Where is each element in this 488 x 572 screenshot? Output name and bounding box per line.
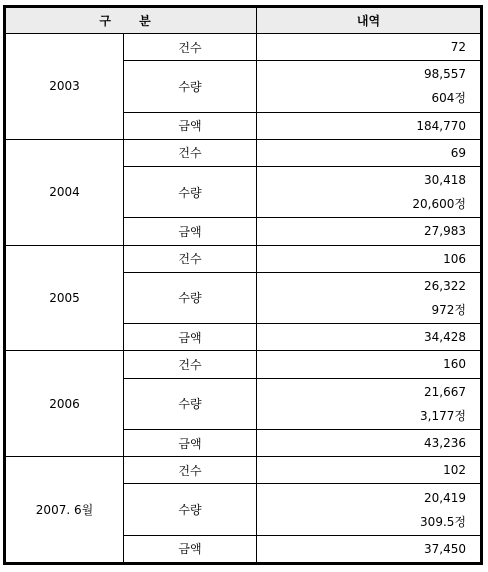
table-row: [6, 457, 481, 484]
label-count: 건수: [124, 139, 257, 166]
value-count: 102: [257, 457, 481, 484]
label-count: 건수: [124, 457, 257, 484]
label-quantity: 수량: [124, 484, 257, 535]
label-count: 건수: [124, 351, 257, 378]
label-amount: 금액: [124, 429, 257, 456]
value-amount: 43,236: [257, 429, 481, 456]
data-table-frame: [3, 5, 483, 565]
value-quantity: [257, 166, 481, 217]
label-amount: 금액: [124, 218, 257, 245]
table-row: [6, 245, 481, 272]
value-quantity-line1: 98,557: [424, 67, 466, 82]
value-amount: 27,983: [257, 218, 481, 245]
data-table: [5, 7, 481, 563]
value-count: 106: [257, 245, 481, 272]
year-cell: 2003: [6, 34, 124, 140]
year-cell: 2006: [6, 351, 124, 457]
value-quantity: [257, 484, 481, 535]
value-count: 160: [257, 351, 481, 378]
label-quantity: 수량: [124, 61, 257, 112]
value-quantity-line1: 21,667: [424, 384, 466, 399]
year-cell: 2004: [6, 139, 124, 245]
label-quantity: 수량: [124, 378, 257, 429]
value-quantity-line2: 309.5정: [420, 514, 466, 529]
value-count: 69: [257, 139, 481, 166]
header-category: 구 분: [6, 8, 257, 34]
value-amount: 37,450: [257, 535, 481, 562]
value-amount: 34,428: [257, 324, 481, 351]
label-quantity: 수량: [124, 166, 257, 217]
value-quantity-line2: 20,600정: [412, 197, 466, 212]
value-quantity-line1: 20,419: [424, 490, 466, 505]
table-row: [6, 351, 481, 378]
table-header-row: [6, 8, 481, 34]
year-cell: 2007. 6월: [6, 457, 124, 563]
label-quantity: 수량: [124, 272, 257, 323]
value-quantity-line2: 972정: [431, 302, 466, 317]
value-count: 72: [257, 34, 481, 61]
year-cell: 2005: [6, 245, 124, 351]
table-row: [6, 34, 481, 61]
label-count: 건수: [124, 245, 257, 272]
table-row: [6, 139, 481, 166]
table-body: [6, 34, 481, 563]
label-amount: 금액: [124, 535, 257, 562]
value-quantity: [257, 378, 481, 429]
value-quantity-line2: 604정: [431, 91, 466, 106]
value-quantity-line1: 30,418: [424, 173, 466, 188]
value-quantity: [257, 61, 481, 112]
label-amount: 금액: [124, 112, 257, 139]
value-quantity-line1: 26,322: [424, 278, 466, 293]
value-quantity: [257, 272, 481, 323]
label-amount: 금액: [124, 324, 257, 351]
label-count: 건수: [124, 34, 257, 61]
value-quantity-line2: 3,177정: [420, 408, 466, 423]
header-detail: 내역: [257, 8, 481, 34]
value-amount: 184,770: [257, 112, 481, 139]
